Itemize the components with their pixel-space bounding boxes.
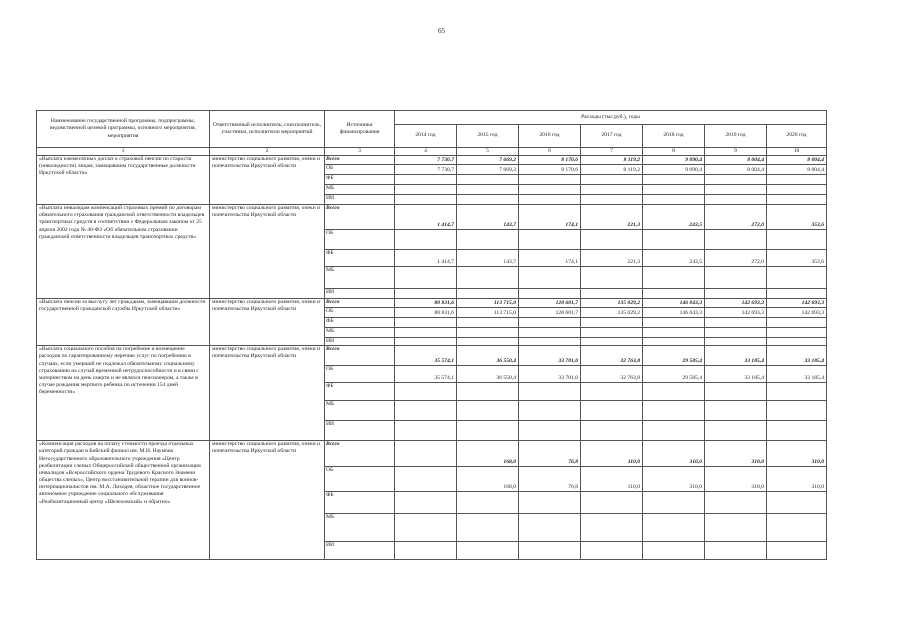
expense-value <box>581 383 643 401</box>
funding-source: МБ <box>325 267 395 289</box>
expense-value <box>705 289 767 299</box>
expense-value <box>643 338 705 346</box>
header-expenses: Расходы (тыс.руб.), годы <box>395 111 827 125</box>
expense-value <box>519 195 581 205</box>
expense-value: 7 669,2 <box>457 165 519 175</box>
column-index: 10 <box>767 148 827 156</box>
page-number: 65 <box>438 27 445 35</box>
expense-value <box>581 542 643 560</box>
expense-value <box>705 421 767 441</box>
table-row <box>37 441 827 467</box>
header-year: 2020 год <box>767 125 827 148</box>
expense-value: 142 693,3 <box>705 299 767 308</box>
expense-value: 110,0 <box>581 467 643 492</box>
expense-value: 143,7 <box>457 250 519 267</box>
program-name: «Выплата инвалидам компенсаций страховых премий по договорам обязательного страхования гражданской ответственности владельцев транспортных средств в соответствии с Федеральным законом от 25 апреля 2002 года № 40-ФЗ «Об обязательном страховании гражданской ответственности владельцев транспортных средств» <box>37 205 210 299</box>
expense-value: 8 004,4 <box>767 156 827 165</box>
table-row <box>37 205 827 230</box>
expense-value <box>767 338 827 346</box>
expense-value: 1 414,7 <box>395 205 457 230</box>
expense-value <box>519 175 581 185</box>
expense-value: 310,0 <box>705 441 767 467</box>
expenses-table <box>36 110 827 560</box>
expense-value: 142 693,3 <box>767 308 827 318</box>
funding-source: Всего <box>325 156 395 165</box>
expense-value <box>705 338 767 346</box>
expense-value <box>395 401 457 421</box>
program-name: «Компенсация расходов на оплату стоимости проезда отдельных категорий граждан в Бийский филиал им. М.Н. Наумова Негосударственного образовательного учреждения «Центр реабилитации слепых Общероссийской общественной организации инвалидов «Всероссийского ордена Трудового Красного Знамени общества слепых», Центр восстановительной терапии для воинов-интернационалистов им. М.А. Лиходея, областное государственное автономное учреждение социального обслуживания «Реабилитационный центр «Шелеховский» и обратно» <box>37 441 210 560</box>
expense-value <box>395 195 457 205</box>
expense-value <box>395 328 457 338</box>
expense-value <box>457 175 519 185</box>
expense-value: 168,0 <box>457 467 519 492</box>
funding-source: МБ <box>325 328 395 338</box>
expense-value <box>705 328 767 338</box>
funding-source: ФБ <box>325 175 395 185</box>
expense-value <box>519 514 581 542</box>
expense-value: 76,8 <box>519 441 581 467</box>
expense-value <box>767 492 827 514</box>
expense-value <box>519 328 581 338</box>
table-row <box>37 346 827 366</box>
expense-value: 135 029,2 <box>581 308 643 318</box>
executor-name: министерство социального развития, опеки и попечительства Иркутской области <box>210 156 325 205</box>
expense-value <box>643 289 705 299</box>
expense-value <box>705 267 767 289</box>
funding-source: ИИ <box>325 542 395 560</box>
expense-value: 33 185,4 <box>767 366 827 383</box>
expense-value <box>767 383 827 401</box>
funding-source: ФБ <box>325 318 395 328</box>
expense-value <box>519 230 581 250</box>
expense-value <box>519 267 581 289</box>
header-year: 2014 год <box>395 125 457 148</box>
expense-value <box>581 195 643 205</box>
funding-source: МБ <box>325 514 395 542</box>
column-index: 4 <box>395 148 457 156</box>
expense-value: 35 574,1 <box>395 366 457 383</box>
expense-value: 8 170,6 <box>519 156 581 165</box>
executor-name: министерство социального развития, опеки и попечительства Иркутской области <box>210 299 325 346</box>
funding-source: МБ <box>325 185 395 195</box>
expense-value <box>581 318 643 328</box>
expense-value <box>457 328 519 338</box>
expense-value <box>705 185 767 195</box>
expense-value: 272,0 <box>705 205 767 230</box>
expense-value: 33 701,0 <box>519 366 581 383</box>
column-index: 8 <box>643 148 705 156</box>
expense-value <box>395 230 457 250</box>
header-program: Наименование государственной программы, подпрограммы, ведомственной целевой программы, основного мероприятия, мероприятия <box>37 111 210 148</box>
expense-value: 29 585,4 <box>643 366 705 383</box>
expense-value: 272,0 <box>705 250 767 267</box>
expense-value: 310,0 <box>767 441 827 467</box>
expense-value: 33 185,4 <box>705 366 767 383</box>
expense-value <box>395 383 457 401</box>
expense-value <box>395 421 457 441</box>
expense-value: 35 574,1 <box>395 346 457 366</box>
expense-value <box>581 338 643 346</box>
expense-value <box>643 383 705 401</box>
funding-source: ОБ <box>325 230 395 250</box>
expense-value <box>767 185 827 195</box>
funding-source: ОБ <box>325 366 395 383</box>
header-year: 2017 год <box>581 125 643 148</box>
expense-value <box>767 230 827 250</box>
expense-value <box>581 514 643 542</box>
expense-value: 128 601,7 <box>519 308 581 318</box>
expense-value: 33 185,4 <box>767 346 827 366</box>
expense-value <box>395 492 457 514</box>
expense-value: 8 004,4 <box>705 156 767 165</box>
expense-value <box>519 289 581 299</box>
column-index: 9 <box>705 148 767 156</box>
expense-value: 80 831,6 <box>395 299 457 308</box>
header-executor: Ответственный исполнитель, соисполнитель, участники, исполнители мероприятий <box>210 111 325 148</box>
expense-value: 8 170,6 <box>519 165 581 175</box>
expense-value <box>395 542 457 560</box>
expense-value <box>519 383 581 401</box>
expense-value: 142 693,3 <box>705 308 767 318</box>
expense-value <box>643 175 705 185</box>
expense-value <box>705 230 767 250</box>
expense-value <box>581 289 643 299</box>
column-index: 1 <box>37 148 210 156</box>
funding-source: Всего <box>325 205 395 230</box>
funding-source: ФБ <box>325 383 395 401</box>
expense-value: 310,0 <box>767 467 827 492</box>
expense-value <box>643 401 705 421</box>
expense-value <box>705 175 767 185</box>
expense-value <box>457 195 519 205</box>
expense-value <box>767 267 827 289</box>
expense-value <box>519 401 581 421</box>
expense-value <box>457 542 519 560</box>
expense-value: 353,6 <box>767 250 827 267</box>
expense-value: 310,0 <box>705 467 767 492</box>
expense-value <box>457 289 519 299</box>
expense-value <box>457 230 519 250</box>
expense-value: 32 763,8 <box>581 366 643 383</box>
expense-value <box>767 175 827 185</box>
expense-value: 310,0 <box>643 467 705 492</box>
expense-value <box>643 267 705 289</box>
column-index: 2 <box>210 148 325 156</box>
expense-value: 9 090,4 <box>643 165 705 175</box>
funding-source: Всего <box>325 299 395 308</box>
column-index: 5 <box>457 148 519 156</box>
expense-value: 146 043,3 <box>643 299 705 308</box>
expense-value <box>643 230 705 250</box>
expense-value <box>519 421 581 441</box>
expense-value <box>457 421 519 441</box>
expense-value <box>705 514 767 542</box>
program-name: «Выплата социального пособия на погребение и возмещение расходов по гарантированному перечню услуг по погребению в случаях, если умерший не подлежал обязательному социальному страхованию на случай временной нетрудоспособности и в связи с материнством на день смерти и не являлся пенсионером, а также в случае рождения мертвого ребенка по истечении 154 дней беременности» <box>37 346 210 441</box>
expense-value <box>643 318 705 328</box>
expense-value <box>457 318 519 328</box>
expense-value: 29 585,4 <box>643 346 705 366</box>
expense-value: 7 730,7 <box>395 156 457 165</box>
expense-value: 128 601,7 <box>519 299 581 308</box>
expense-value <box>395 175 457 185</box>
expense-value: 168,0 <box>457 441 519 467</box>
program-name: «Выплата пенсии за выслугу лет гражданам, замещавшим должности государственной гражданской службы Иркутской области» <box>37 299 210 346</box>
funding-source: ОБ <box>325 467 395 492</box>
funding-source: ФБ <box>325 492 395 514</box>
executor-name: министерство социального развития, опеки и попечительства Иркутской области <box>210 346 325 441</box>
expense-value: 7 730,7 <box>395 165 457 175</box>
expense-value <box>767 542 827 560</box>
expense-value <box>705 542 767 560</box>
expense-value <box>705 383 767 401</box>
expense-value <box>395 289 457 299</box>
header-year: 2016 год <box>519 125 581 148</box>
expense-value <box>705 401 767 421</box>
funding-source: ИИ <box>325 289 395 299</box>
expense-value: 76,8 <box>519 467 581 492</box>
expense-value <box>457 383 519 401</box>
executor-name: министерство социального развития, опеки и попечительства Иркутской области <box>210 441 325 560</box>
expense-value <box>581 267 643 289</box>
expense-value: 8 119,2 <box>581 165 643 175</box>
expense-value: 143,7 <box>457 205 519 230</box>
expense-value <box>581 185 643 195</box>
expense-value <box>767 195 827 205</box>
header-year: 2018 год <box>643 125 705 148</box>
expense-value <box>643 421 705 441</box>
expense-value <box>457 185 519 195</box>
expense-value: 135 029,2 <box>581 299 643 308</box>
expense-value <box>767 421 827 441</box>
expense-value <box>581 328 643 338</box>
expense-value: 36 550,4 <box>457 366 519 383</box>
funding-source: Всего <box>325 346 395 366</box>
expense-value <box>581 421 643 441</box>
expense-value <box>581 401 643 421</box>
expense-value <box>643 185 705 195</box>
expense-value: 110,0 <box>581 441 643 467</box>
table-row <box>37 299 827 308</box>
expense-value <box>395 318 457 328</box>
expense-value: 1 414,7 <box>395 250 457 267</box>
expense-value: 80 831,6 <box>395 308 457 318</box>
expense-value: 8 119,2 <box>581 156 643 165</box>
expense-value: 33 185,4 <box>705 346 767 366</box>
expense-value <box>395 267 457 289</box>
expense-value <box>519 185 581 195</box>
expense-value: 146 043,3 <box>643 308 705 318</box>
header-year: 2019 год <box>705 125 767 148</box>
expense-value <box>643 492 705 514</box>
expense-value <box>395 185 457 195</box>
expense-value <box>643 514 705 542</box>
expense-value <box>457 514 519 542</box>
expense-value: 8 004,4 <box>705 165 767 175</box>
funding-source: ФБ <box>325 250 395 267</box>
expense-value: 310,0 <box>643 441 705 467</box>
expense-value <box>395 514 457 542</box>
expense-value <box>767 401 827 421</box>
expense-value: 353,6 <box>767 205 827 230</box>
funding-source: ИИ <box>325 338 395 346</box>
expense-value <box>767 318 827 328</box>
expense-value <box>705 195 767 205</box>
expense-value: 243,5 <box>643 205 705 230</box>
funding-source: МБ <box>325 401 395 421</box>
column-index: 6 <box>519 148 581 156</box>
expense-value: 142 693,3 <box>767 299 827 308</box>
expense-value <box>457 492 519 514</box>
expense-value: 243,5 <box>643 250 705 267</box>
expense-value: 32 763,8 <box>581 346 643 366</box>
expense-value <box>457 267 519 289</box>
column-index: 3 <box>325 148 395 156</box>
expense-value: 221,3 <box>581 250 643 267</box>
expense-value: 113 715,0 <box>457 308 519 318</box>
expense-value: 9 090,4 <box>643 156 705 165</box>
expense-value <box>581 492 643 514</box>
expense-value <box>395 441 457 467</box>
expense-value: 33 701,0 <box>519 346 581 366</box>
expense-value <box>395 338 457 346</box>
expense-value <box>519 492 581 514</box>
table-row <box>37 156 827 165</box>
expense-value <box>395 467 457 492</box>
expense-value: 8 004,4 <box>767 165 827 175</box>
funding-source: ИИ <box>325 421 395 441</box>
funding-source: Всего <box>325 441 395 467</box>
expense-value: 36 550,4 <box>457 346 519 366</box>
expense-value: 113 715,0 <box>457 299 519 308</box>
expense-value <box>581 175 643 185</box>
expense-value <box>457 401 519 421</box>
column-index: 7 <box>581 148 643 156</box>
funding-source: ОБ <box>325 165 395 175</box>
funding-source: ИИ <box>325 195 395 205</box>
header-sources: Источники финансирования <box>325 111 395 148</box>
expense-value <box>705 318 767 328</box>
funding-source: ОБ <box>325 308 395 318</box>
header-year: 2015 год <box>457 125 519 148</box>
expense-value: 174,1 <box>519 250 581 267</box>
expense-value <box>519 338 581 346</box>
expense-value <box>767 328 827 338</box>
expense-value <box>457 338 519 346</box>
executor-name: министерство социального развития, опеки и попечительства Иркутской области <box>210 205 325 299</box>
expense-value <box>643 195 705 205</box>
expense-value <box>767 289 827 299</box>
expense-value <box>705 492 767 514</box>
expense-value <box>643 542 705 560</box>
expense-value <box>581 230 643 250</box>
program-name: «Выплата ежемесячных доплат к страховой пенсии по старости (инвалидности) лицам, замещавшим государственные должности Иркутской области» <box>37 156 210 205</box>
expense-value <box>519 318 581 328</box>
expense-value: 221,3 <box>581 205 643 230</box>
expense-value <box>767 514 827 542</box>
expense-value: 174,1 <box>519 205 581 230</box>
expense-value: 7 669,2 <box>457 156 519 165</box>
expense-value <box>519 542 581 560</box>
expense-value <box>643 328 705 338</box>
